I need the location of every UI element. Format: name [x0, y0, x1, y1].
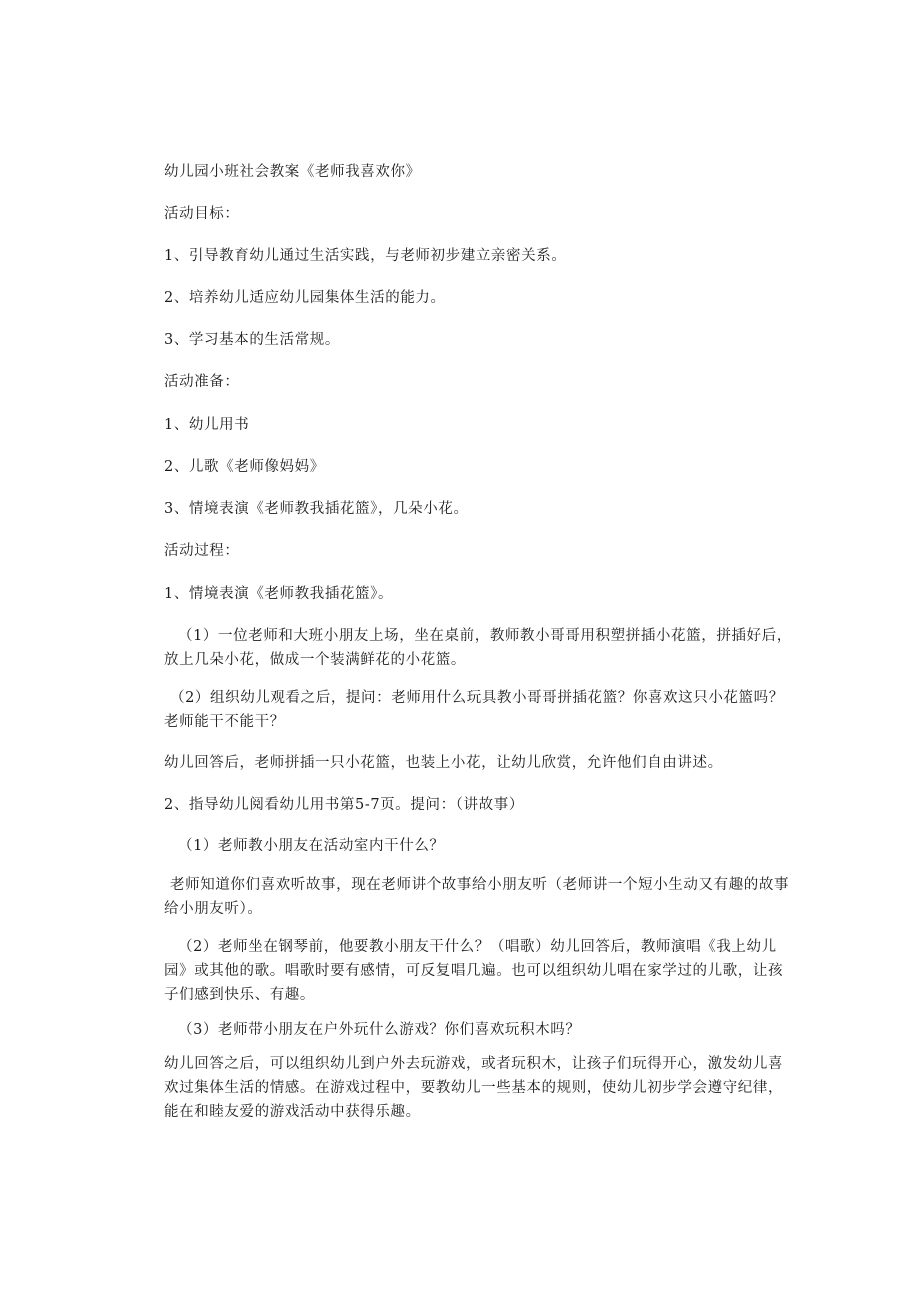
- step-1-paragraph: （1）一位老师和大班小朋友上场，坐在桌前，教师教小哥哥用积塑拼插小花篮，拼插好后，放上几朵小花，做成一个装满鲜花的小花篮。: [164, 628, 792, 668]
- prep-item: 1、幼儿用书: [164, 417, 250, 433]
- step-1-paragraph: （2）组织幼儿观看之后，提问：老师用什么玩具教小哥哥拼插花篮？你喜欢这只小花篮吗？老师能干不能干？: [164, 690, 784, 730]
- step-2-question: （1）老师教小朋友在活动室内干什么？: [178, 838, 445, 854]
- goal-item: 3、学习基本的生活常规。: [164, 332, 340, 348]
- prep-item: 3、情境表演《老师教我插花篮》，几朵小花。: [164, 501, 469, 517]
- step-2-title: 2、指导幼儿阅看幼儿用书第5-7页。提问：（讲故事）: [164, 797, 524, 813]
- step-1-paragraph: 幼儿回答后，老师拼插一只小花篮，也装上小花，让幼儿欣赏，允许他们自由讲述。: [164, 755, 723, 771]
- prep-item: 2、儿歌《老师像妈妈》: [164, 459, 325, 475]
- step-2-question: （3）老师带小朋友在户外玩什么游戏？你们喜欢玩积木吗？: [178, 1022, 581, 1038]
- goal-item: 2、培养幼儿适应幼儿园集体生活的能力。: [164, 290, 446, 306]
- prep-heading: 活动准备：: [164, 374, 240, 390]
- step-1-title: 1、情境表演《老师教我插花篮》。: [164, 586, 394, 602]
- step-2-paragraph: （2）老师坐在钢琴前，他要教小朋友干什么？（唱歌）幼儿回答后，教师演唱《我上幼儿园》或其他的歌。唱歌时要有感情，可反复唱几遍。也可以组织幼儿唱在家学过的儿歌，让孩子们感到快乐、有趣。: [164, 939, 784, 1003]
- goal-item: 1、引导教育幼儿通过生活实践，与老师初步建立亲密关系。: [164, 248, 567, 264]
- goals-heading: 活动目标：: [164, 206, 240, 222]
- step-2-paragraph: 幼儿回答之后，可以组织幼儿到户外去玩游戏，或者玩积木，让孩子们玩得开心，激发幼儿喜欢过集体生活的情感。在游戏过程中，要教幼儿一些基本的规则，使幼儿初步学会遵守纪律，能在和睦友爱的游戏活动中获得乐趣。: [164, 1056, 784, 1120]
- process-heading: 活动过程：: [164, 543, 240, 559]
- step-2-paragraph: 老师知道你们喜欢听故事，现在老师讲个故事给小朋友听（老师讲一个短小生动又有趣的故事给小朋友听）。: [164, 877, 790, 917]
- document-title: 幼儿园小班社会教案《老师我喜欢你》: [164, 164, 421, 180]
